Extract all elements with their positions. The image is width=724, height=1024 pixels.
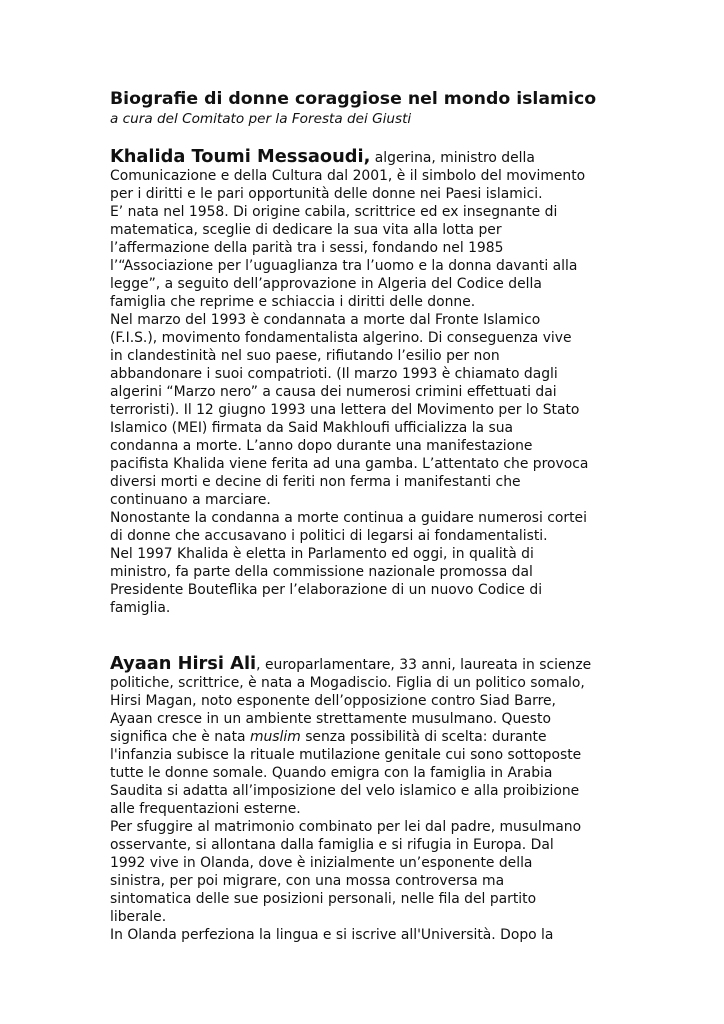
- bio-line: continuano a marciare.: [110, 492, 271, 508]
- bio-line: [110, 655, 616, 674]
- bio-line: abbandonare i suoi compatrioti. (Il marzo 1993 è chiamato dagli: [110, 366, 558, 382]
- bio-line: sinistra, per poi migrare, con una mossa controversa ma: [110, 873, 505, 889]
- spacer: [110, 128, 616, 148]
- bio-text: senza possibilità di scelta: durante: [300, 729, 547, 745]
- bio-text: significa che è nata: [110, 729, 250, 745]
- bio-name: Ayaan Hirsi Ali: [110, 653, 257, 674]
- document-page: [110, 88, 616, 944]
- bio-line: l’affermazione della parità tra i sessi, fondando nel 1985: [110, 240, 504, 256]
- bio-line: Presidente Bouteflika per l’elaborazione di un nuovo Codice di: [110, 582, 543, 598]
- bio-line: politiche, scrittrice, è nata a Mogadiscio. Figlia di un politico somalo,: [110, 675, 585, 691]
- bio-line: pacifista Khalida viene ferita ad una gamba. L’attentato che provoca: [110, 456, 589, 472]
- spacer: [110, 617, 616, 655]
- bio-text: algerina, ministro della: [370, 150, 535, 166]
- bio-line: l’“Associazione per l’uguaglianza tra l’uomo e la donna davanti alla: [110, 258, 578, 274]
- bio-line: terroristi). Il 12 giugno 1993 una lettera del Movimento per lo Stato: [110, 402, 580, 418]
- bio-line: [110, 728, 616, 746]
- bio-line: tutte le donne somale. Quando emigra con la famiglia in Arabia: [110, 765, 553, 781]
- bio-line: liberale.: [110, 909, 167, 925]
- bio-text: , europarlamentare, 33 anni, laureata in scienze: [256, 657, 592, 673]
- bio-line: In Olanda perfeziona la lingua e si iscrive all'Università. Dopo la: [110, 927, 554, 943]
- bio-line: l'infanzia subisce la rituale mutilazione genitale cui sono sottoposte: [110, 747, 582, 763]
- bio-line: per i diritti e le pari opportunità delle donne nei Paesi islamici.: [110, 186, 543, 202]
- bio-line: famiglia.: [110, 600, 171, 616]
- bio-line: legge”, a seguito dell’approvazione in Algeria del Codice della: [110, 276, 542, 292]
- bio-line: Islamico (MEI) firmata da Said Makhloufi ufficializza la sua: [110, 420, 514, 436]
- bio-line: Comunicazione e della Cultura dal 2001, è il simbolo del movimento: [110, 168, 586, 184]
- emphasized-term: muslim: [249, 729, 301, 745]
- bio-line: E’ nata nel 1958. Di origine cabila, scrittrice ed ex insegnante di: [110, 204, 558, 220]
- biography-khalida: [110, 148, 616, 617]
- bio-line: alle frequentazioni esterne.: [110, 801, 301, 817]
- bio-line: di donne che accusavano i politici di legarsi ai fondamentalisti.: [110, 528, 548, 544]
- bio-line: ministro, fa parte della commissione nazionale promossa dal: [110, 564, 533, 580]
- bio-line: Nonostante la condanna a morte continua a guidare numerosi cortei: [110, 510, 587, 526]
- bio-line: sintomatica delle sue posizioni personali, nelle fila del partito: [110, 891, 537, 907]
- bio-line: Nel 1997 Khalida è eletta in Parlamento ed oggi, in qualità di: [110, 546, 534, 562]
- document-title: Biografie di donne coraggiose nel mondo islamico: [110, 89, 597, 109]
- bio-line: famiglia che reprime e schiaccia i diritti delle donne.: [110, 294, 476, 310]
- bio-line: Nel marzo del 1993 è condannata a morte dal Fronte Islamico: [110, 312, 541, 328]
- bio-line: 1992 vive in Olanda, dove è inizialmente un’esponente della: [110, 855, 533, 871]
- biography-ayaan: [110, 655, 616, 944]
- bio-line: Hirsi Magan, noto esponente dell’opposizione contro Siad Barre,: [110, 693, 556, 709]
- bio-line: algerini “Marzo nero” a causa dei numerosi crimini effettuati dai: [110, 384, 557, 400]
- bio-line: Ayaan cresce in un ambiente strettamente musulmano. Questo: [110, 711, 551, 727]
- bio-line: (F.I.S.), movimento fondamentalista algerino. Di conseguenza vive: [110, 330, 572, 346]
- bio-line: condanna a morte. L’anno dopo durante una manifestazione: [110, 438, 533, 454]
- bio-line: Per sfuggire al matrimonio combinato per lei dal padre, musulmano: [110, 819, 582, 835]
- bio-name: Khalida Toumi Messaoudi,: [110, 146, 371, 167]
- bio-line: matematica, sceglie di dedicare la sua vita alla lotta per: [110, 222, 502, 238]
- bio-line: diversi morti e decine di feriti non ferma i manifestanti che: [110, 474, 521, 490]
- document-subtitle: a cura del Comitato per la Foresta dei Giusti: [110, 111, 412, 127]
- bio-line: Saudita si adatta all’imposizione del velo islamico e alla proibizione: [110, 783, 580, 799]
- bio-line: osservante, si allontana dalla famiglia e si rifugia in Europa. Dal: [110, 837, 554, 853]
- bio-line: in clandestinità nel suo paese, rifiutando l’esilio per non: [110, 348, 500, 364]
- bio-line: [110, 148, 616, 167]
